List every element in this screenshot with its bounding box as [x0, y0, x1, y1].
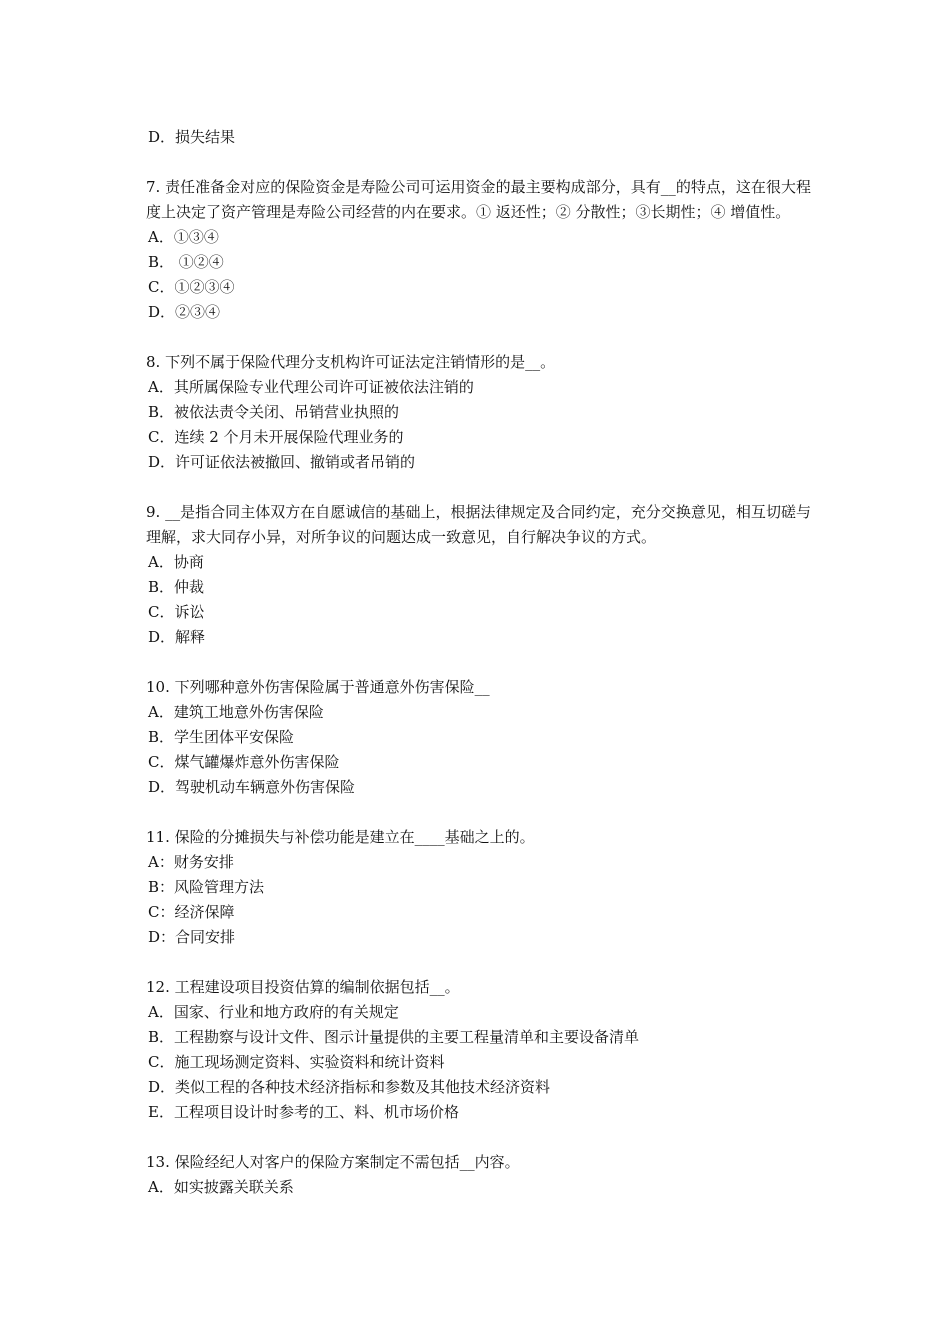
question-12-option-d: D．类似工程的各种技术经济指标和参数及其他技术经济资料 — [148, 1078, 551, 1096]
document-content — [146, 125, 811, 1200]
question-11-stem: 11. 保险的分摊损失与补偿功能是建立在____基础之上的。 — [146, 828, 535, 846]
question-9-option-b: B．仲裁 — [148, 578, 205, 596]
question-10-option-c: C．煤气罐爆炸意外伤害保险 — [148, 753, 340, 771]
question-11-option-d: D：合同安排 — [148, 928, 236, 946]
question-13-stem: 13. 保险经纪人对客户的保险方案制定不需包括__内容。 — [146, 1153, 520, 1171]
question-7-option-c: C．①②③④ — [148, 278, 235, 296]
question-11-option-a: A：财务安排 — [148, 853, 234, 871]
question-11-option-b: B：风险管理方法 — [148, 878, 265, 896]
question-8-option-d: D．许可证依法被撤回、撤销或者吊销的 — [148, 453, 416, 471]
question-9 — [146, 500, 811, 650]
question-10-option-d: D．驾驶机动车辆意外伤害保险 — [148, 778, 356, 796]
question-10-option-b: B．学生团体平安保险 — [148, 728, 295, 746]
question-10-option-a: A．建筑工地意外伤害保险 — [148, 703, 324, 721]
question-8-stem: 8. 下列不属于保险代理分支机构许可证法定注销情形的是__。 — [146, 353, 556, 371]
question-11 — [146, 825, 811, 950]
question-7-stem: 7. 责任准备金对应的保险资金是寿险公司可运用资金的最主要构成部分，具有__的特点，这在很大程度上决定了资产管理是寿险公司经营的内在要求。① 返还性；② 分散性；③长期性；④ 增值性。 — [146, 178, 811, 221]
question-9-stem: 9. __是指合同主体双方在自愿诚信的基础上，根据法律规定及合同约定，充分交换意见，相互切磋与理解，求大同存小异，对所争议的问题达成一致意见，自行解决争议的方式。 — [146, 503, 811, 546]
question-7-option-d: D．②③④ — [148, 303, 221, 321]
question-8-option-a: A．其所属保险专业代理公司许可证被依法注销的 — [148, 378, 474, 396]
question-7-option-a: A．①③④ — [148, 228, 219, 246]
question-7 — [146, 175, 811, 325]
question-10-stem: 10. 下列哪种意外伤害保险属于普通意外伤害保险__ — [146, 678, 490, 696]
question-12 — [146, 975, 811, 1125]
question-8-option-c: C．连续 2 个月未开展保险代理业务的 — [148, 428, 404, 446]
question-6-option-d: D．损失结果 — [148, 128, 236, 146]
question-12-option-e: E．工程项目设计时参考的工、料、机市场价格 — [148, 1103, 459, 1121]
question-8 — [146, 350, 811, 475]
question-12-option-c: C．施工现场测定资料、实验资料和统计资料 — [148, 1053, 445, 1071]
question-11-option-c: C：经济保障 — [148, 903, 235, 921]
question-12-option-b: B．工程勘察与设计文件、图示计量提供的主要工程量清单和主要设备清单 — [148, 1028, 640, 1046]
question-9-option-c: C．诉讼 — [148, 603, 205, 621]
question-10 — [146, 675, 811, 800]
question-9-option-a: A．协商 — [148, 553, 204, 571]
question-7-option-b: B． ①②④ — [148, 253, 224, 271]
question-9-option-d: D．解释 — [148, 628, 206, 646]
question-12-stem: 12. 工程建设项目投资估算的编制依据包括__。 — [146, 978, 460, 996]
question-13 — [146, 1150, 811, 1200]
question-12-option-a: A．国家、行业和地方政府的有关规定 — [148, 1003, 399, 1021]
question-8-option-b: B．被依法责令关闭、吊销营业执照的 — [148, 403, 400, 421]
question-13-option-a: A．如实披露关联关系 — [148, 1178, 294, 1196]
